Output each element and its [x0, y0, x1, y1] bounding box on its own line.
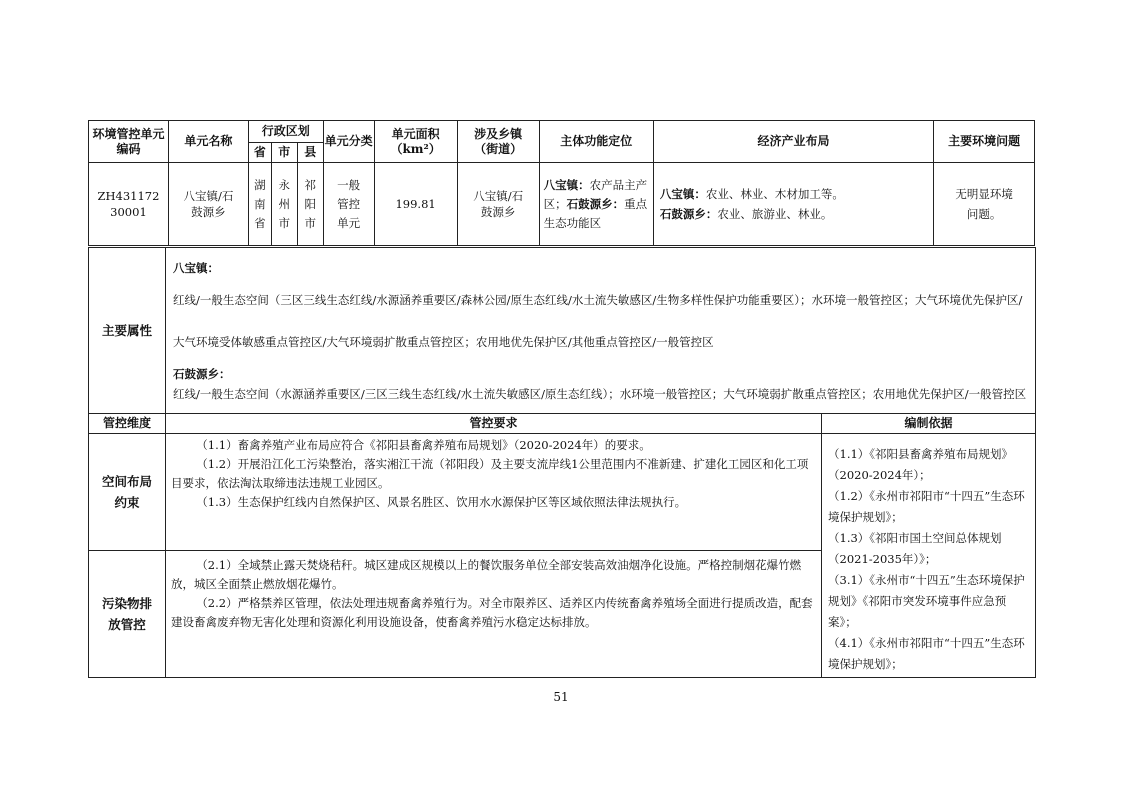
basis-item: （4.1）《永州市祁阳市“十四五”生态环境保护规划》； — [828, 636, 1025, 671]
requirements-pollutant-emission — [166, 550, 822, 677]
attributes-town2-title: 石鼓源乡： — [173, 367, 231, 381]
attributes-town1-text: 红线/一般生态空间（三区三线生态红线/水源涵养重要区/森林公园/原生态红线/水土流失敏感区/生物多样性保护功能重要区）；水环境一般管控区；大气环境优先保护区/大气环境受体敏感重点管控区/大气环境弱扩散重点管控区；农用地优先保护区/其他重点管控区/一般管控区 — [173, 293, 1023, 349]
basis-item: （1.1）《祁阳县畜禽养殖布局规划》（2020-2024年）； — [828, 447, 1014, 482]
cell-economy-layout: 八宝镇：农业、林业、木材加工等。 石鼓源乡：农业、旅游业、林业。 — [653, 163, 933, 246]
cell-province: 湖 南 省 — [248, 163, 271, 246]
requirement-item: （1.1）畜禽养殖产业布局应符合《祁阳县畜禽养殖布局规划》（2020-2024年）的要求。 — [196, 438, 651, 452]
header-towns: 涉及乡镇 （街道） — [457, 121, 539, 163]
basis-item: （3.1）《永州市“十四五”生态环境保护规划》《祁阳市突发环境事件应急预案》； — [828, 573, 1025, 629]
header-economy-layout: 经济产业布局 — [653, 121, 933, 163]
attributes-table — [88, 247, 1036, 414]
header-admin-division: 行政区划 — [248, 121, 323, 143]
attributes-town2-text: 红线/一般生态空间（水源涵养重要区/三区三线生态红线/水土流失敏感区/原生态红线）；水环境一般管控区；大气环境弱扩散重点管控区；农用地优先保护区/一般管控区 — [173, 387, 1027, 401]
header-main-issues: 主要环境问题 — [934, 121, 1035, 163]
header-unit-category: 单元分类 — [323, 121, 374, 163]
header-county: 县 — [297, 143, 323, 163]
attributes-town1-title: 八宝镇： — [173, 261, 219, 275]
cell-unit-name: 八宝镇/石 鼓源乡 — [168, 163, 248, 246]
header-unit-area: 单元面积 （km²） — [374, 121, 457, 163]
header-control-requirements: 管控要求 — [166, 414, 822, 434]
header-unit-code: 环境管控单元编码 — [89, 121, 169, 163]
cell-main-function: 八宝镇：农产品主产区；石鼓源乡：重点生态功能区 — [539, 163, 653, 246]
cell-unit-code: ZH431172 30001 — [89, 163, 169, 246]
basis-item: （1.2）《永州市祁阳市“十四五”生态环境保护规划》； — [828, 489, 1025, 524]
header-unit-name: 单元名称 — [168, 121, 248, 163]
cell-unit-category: 一般 管控 单元 — [323, 163, 374, 246]
basis-list — [822, 434, 1036, 678]
requirement-item: （1.3）生态保护红线内自然保护区、风景名胜区、饮用水水源保护区等区域依照法律法规执行。 — [196, 495, 687, 509]
requirement-item: （2.2）严格禁养区管理，依法处理违规畜禽养殖行为。对全市限养区、适养区内传统畜禽养殖场全面进行提质改造，配套建设畜禽废弃物无害化处理和资源化利用设施设备，使畜禽养殖污水稳定达标排放。 — [171, 595, 813, 629]
requirements-spatial-layout — [166, 434, 822, 551]
attributes-label: 主要属性 — [89, 248, 166, 414]
header-basis: 编制依据 — [822, 414, 1036, 434]
dimension-spatial-layout: 空间布局 约束 — [89, 434, 166, 551]
cell-unit-area: 199.81 — [374, 163, 457, 246]
requirement-item: （1.2）开展沿江化工污染整治，落实湘江干流（祁阳段）及主要支流岸线1公里范围内不准新建、扩建化工园区和化工项目要求，依法淘汰取缔违法违规工业园区。 — [171, 457, 809, 490]
unit-info-table — [88, 120, 1035, 246]
control-table — [88, 413, 1036, 678]
header-city: 市 — [271, 143, 297, 163]
header-main-function: 主体功能定位 — [539, 121, 653, 163]
dimension-pollutant-emission: 污染物排 放管控 — [89, 550, 166, 677]
cell-towns: 八宝镇/石 鼓源乡 — [457, 163, 539, 246]
cell-main-issues: 无明显环境 问题。 — [934, 163, 1035, 246]
cell-city: 永 州 市 — [271, 163, 297, 246]
cell-county: 祁 阳 市 — [297, 163, 323, 246]
attributes-content — [166, 248, 1036, 414]
page-number: 51 — [553, 690, 569, 704]
header-control-dimension: 管控维度 — [89, 414, 166, 434]
requirement-item: （2.1）全域禁止露天焚烧秸秆。城区建成区规模以上的餐饮服务单位全部安装高效油烟净化设施。严格控制烟花爆竹燃放，城区全面禁止燃放烟花爆竹。 — [171, 557, 802, 591]
basis-item: （1.3）《祁阳市国土空间总体规划（2021-2035年）》； — [828, 531, 1002, 566]
header-province: 省 — [248, 143, 271, 163]
